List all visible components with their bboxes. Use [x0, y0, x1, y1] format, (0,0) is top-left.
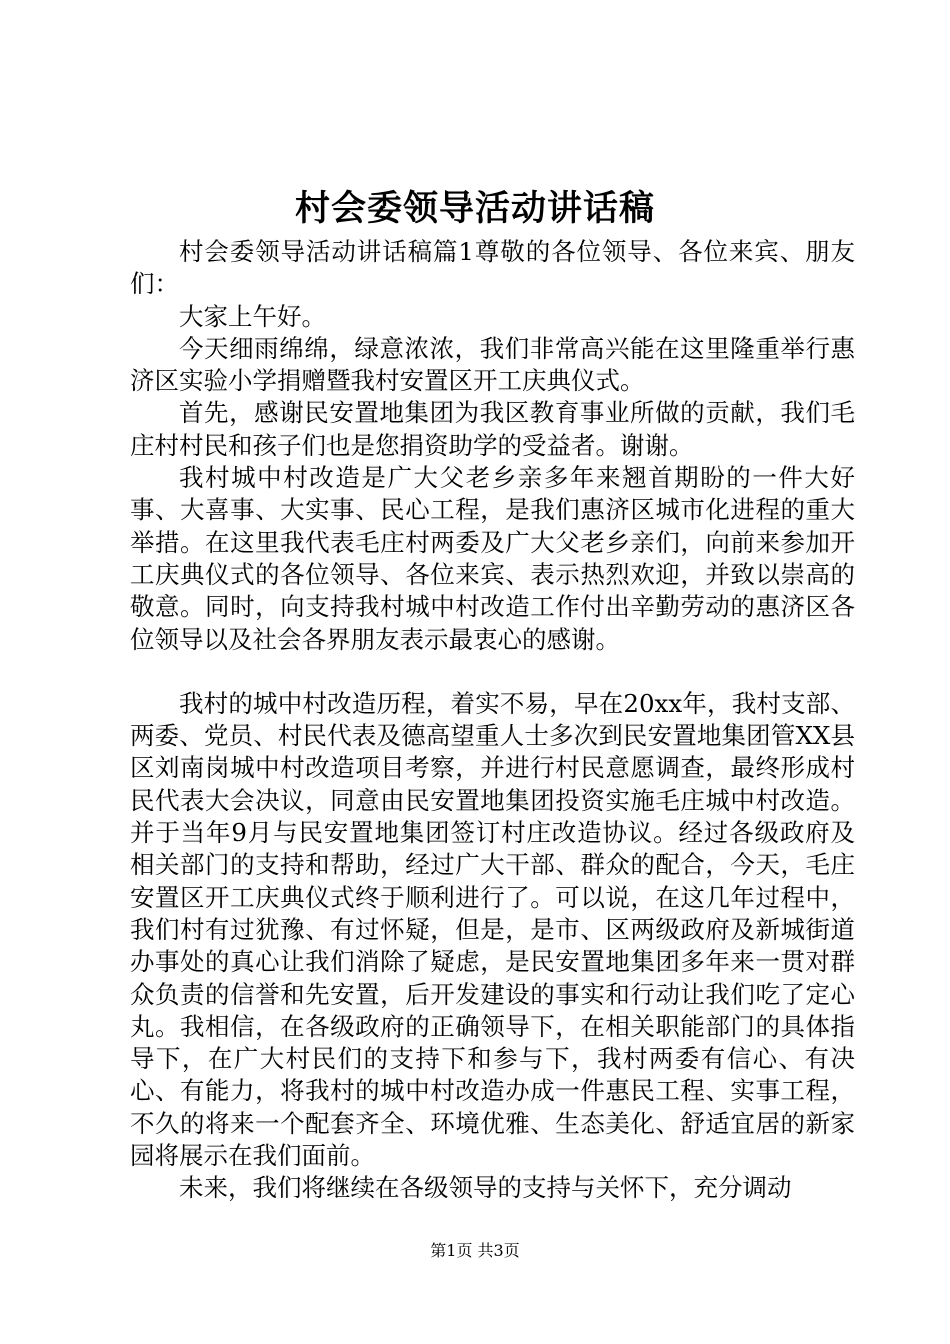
document-body — [130, 236, 855, 1205]
paragraph-ceremony: 今天细雨绵绵，绿意浓浓，我们非常高兴能在这里隆重举行惠济区实验小学捐赠暨我村安置区开工庆典仪式。 — [130, 333, 855, 396]
page-number-footer: 第1页 共3页 — [430, 1241, 520, 1260]
paragraph-good-morning: 大家上午好。 — [179, 301, 326, 331]
paragraph-greeting: 村会委领导活动讲话稿篇1尊敬的各位领导、各位来宾、朋友们： — [130, 237, 855, 299]
paragraph-history: 我村的城中村改造历程，着实不易，早在20xx年，我村支部、两委、党员、村民代表及德高望重人士多次到民安置地集团管XX县区刘南岗城中村改造项目考察，并进行村民意愿调查，最终形成村民代表大会决议，同意由民安置地集团投资实施毛庄城中村改造。并于当年9月与民安置地集团签订村庄改造协议。经过各级政府及相关部门的支持和帮助，经过广大干部、群众的配合，今天，毛庄安置区开工庆典仪式终于顺利进行了。可以说，在这几年过程中，我们村有过犹豫、有过怀疑，但是，是市、区两级政府及新城街道办事处的真心让我们消除了疑虑，是民安置地集团多年来一贯对群众负责的信誉和先安置，后开发建设的事实和行动让我们吃了定心丸。我相信，在各级政府的正确领导下，在相关职能部门的具体指导下，在广大村民们的支持下和参与下，我村两委有信心、有决心、有能力，将我村的城中村改造办成一件惠民工程、实事工程，不久的将来一个配套齐全、环境优雅、生态美化、舒适宜居的新家园将展示在我们面前。 — [130, 688, 855, 1171]
paragraph-reform: 我村城中村改造是广大父老乡亲多年来翘首期盼的一件大好事、大喜事、大实事、民心工程，是我们惠济区城市化进程的重大举措。在这里我代表毛庄村两委及广大父老乡亲们，向前来参加开工庆典仪式的各位领导、各位来宾、表示热烈欢迎，并致以崇高的敬意。同时，向支持我村城中村改造工作付出辛勤劳动的惠济区各位领导以及社会各界朋友表示最衷心的感谢。 — [130, 463, 855, 654]
paragraph-future: 未来，我们将继续在各级领导的支持与关怀下，充分调动 — [179, 1173, 792, 1203]
paragraph-thanks: 首先，感谢民安置地集团为我区教育事业所做的贡献，我们毛庄村村民和孩子们也是您捐资助学的受益者。谢谢。 — [130, 398, 855, 460]
document-title: 村会委领导活动讲话稿 — [294, 188, 655, 229]
